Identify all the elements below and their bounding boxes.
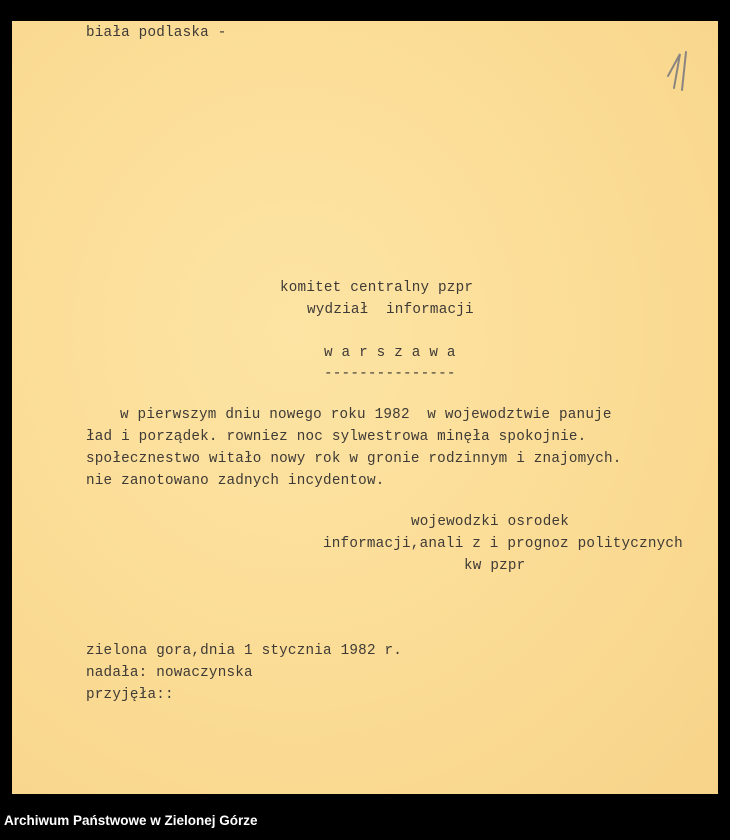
recipient-underline: --------------- [324,366,456,382]
body-line-3: społecznestwo witało nowy rok w gronie rodzinnym i znajomych. [86,451,622,467]
handwritten-page-number [660,48,694,94]
sender-line-2: informacji,anali z i prognoz politycznych [323,536,683,552]
recipient-line-2: wydział informacji [307,302,474,318]
recipient-line-1: komitet centralny pzpr [280,280,474,296]
sent-by: nadała: nowaczynska [86,665,253,681]
received-by: przyjęła:: [86,687,174,703]
archive-caption: Archiwum Państwowe w Zielonej Górze [4,813,258,828]
body-line-1: w pierwszym dniu nowego roku 1982 w wojewodztwie panuje [120,407,612,423]
header-location: biała podlaska - [86,25,227,41]
sender-line-3: kw pzpr [464,558,526,574]
body-line-4: nie zanotowano zadnych incydentow. [86,473,385,489]
place-date: zielona gora,dnia 1 stycznia 1982 r. [86,643,403,659]
body-line-2: ład i porządek. rowniez noc sylwestrowa minęła spokojnie. [86,429,587,445]
recipient-city: w a r s z a w a [324,345,456,361]
sender-line-1: wojewodzki osrodek [411,514,570,530]
